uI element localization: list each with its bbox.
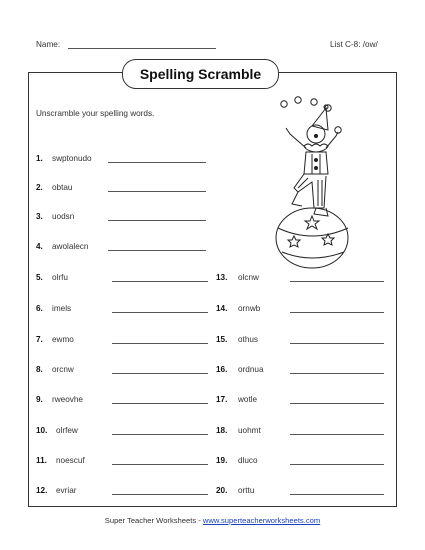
scrambled-word: imels	[52, 304, 72, 313]
answer-line[interactable]	[290, 373, 384, 374]
footer-link[interactable]: www.superteacherworksheets.com	[202, 516, 321, 525]
answer-line[interactable]	[290, 312, 384, 313]
answer-line[interactable]	[290, 343, 384, 344]
item-number: 9.	[36, 395, 43, 404]
answer-line[interactable]	[290, 494, 384, 495]
scrambled-word: wotle	[238, 395, 258, 404]
answer-line[interactable]	[108, 250, 206, 251]
item-number: 15.	[216, 335, 228, 344]
footer-text: Super Teacher Worksheets -	[104, 516, 203, 525]
item-number: 4.	[36, 242, 43, 251]
name-label: Name:	[36, 40, 61, 49]
scrambled-word: uodsn	[52, 212, 75, 221]
answer-line[interactable]	[108, 162, 206, 163]
item-number: 17.	[216, 395, 228, 404]
item-number: 6.	[36, 304, 43, 313]
scrambled-word: rweovhe	[52, 395, 83, 404]
scrambled-word: obtau	[52, 183, 73, 192]
item-number: 3.	[36, 212, 43, 221]
item-number: 20.	[216, 486, 228, 495]
scrambled-word: swptonudo	[52, 154, 92, 163]
juggling-clown-illustration	[268, 96, 352, 276]
item-number: 8.	[36, 365, 43, 374]
item-number: 11.	[36, 456, 47, 465]
scrambled-word: orcnw	[52, 365, 74, 374]
item-number: 2.	[36, 183, 43, 192]
answer-line[interactable]	[108, 220, 206, 221]
item-number: 10.	[36, 426, 48, 435]
scrambled-word: ewmo	[52, 335, 74, 344]
answer-line[interactable]	[112, 343, 208, 344]
scrambled-word: awolalecn	[52, 242, 89, 251]
scrambled-word: othus	[238, 335, 259, 344]
item-number: 12.	[36, 486, 48, 495]
item-number: 19.	[216, 456, 228, 465]
scrambled-word: olrfu	[52, 273, 68, 282]
instructions: Unscramble your spelling words.	[36, 109, 155, 118]
answer-line[interactable]	[112, 312, 208, 313]
answer-line[interactable]	[112, 494, 208, 495]
answer-line[interactable]	[112, 464, 208, 465]
list-label: List C-8: /ow/	[330, 40, 378, 49]
scrambled-word: uohmt	[238, 426, 261, 435]
answer-line[interactable]	[112, 281, 208, 282]
scrambled-word: ornwb	[238, 304, 261, 313]
scrambled-word: ordnua	[238, 365, 264, 374]
answer-line[interactable]	[290, 464, 384, 465]
answer-line[interactable]	[290, 434, 384, 435]
item-number: 18.	[216, 426, 228, 435]
scrambled-word: evriar	[56, 486, 77, 495]
item-number: 14.	[216, 304, 228, 313]
answer-line[interactable]	[112, 373, 208, 374]
answer-line[interactable]	[112, 403, 208, 404]
answer-line[interactable]	[112, 434, 208, 435]
answer-line[interactable]	[290, 281, 384, 282]
name-field-line[interactable]	[68, 48, 216, 49]
page-title: Spelling Scramble	[122, 59, 279, 89]
scrambled-word: olrfew	[56, 426, 78, 435]
item-number: 1.	[36, 154, 43, 163]
scrambled-word: olcnw	[238, 273, 259, 282]
scrambled-word: orttu	[238, 486, 255, 495]
item-number: 5.	[36, 273, 43, 282]
item-number: 7.	[36, 335, 43, 344]
item-number: 13.	[216, 273, 228, 282]
answer-line[interactable]	[290, 403, 384, 404]
item-number: 16.	[216, 365, 228, 374]
scrambled-word: noescuf	[56, 456, 85, 465]
answer-line[interactable]	[108, 191, 206, 192]
scrambled-word: dluco	[238, 456, 258, 465]
footer	[0, 516, 425, 525]
